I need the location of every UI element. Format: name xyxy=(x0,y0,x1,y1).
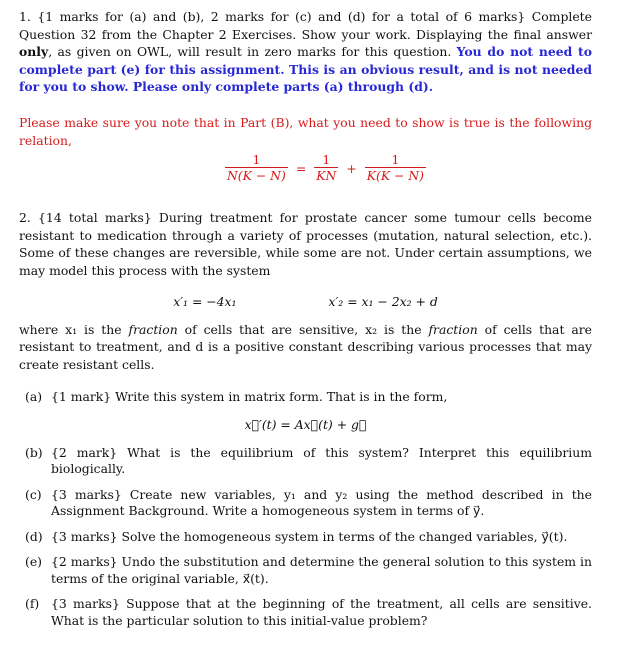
sub-question-text: {2 mark} What is the equilibrium of this system? Interpret this equilibrium biologically. xyxy=(51,444,592,477)
where-text-b: of cells that are sensitive, x₂ is the xyxy=(177,321,429,337)
lhs-denominator: N(K − N) xyxy=(226,168,286,184)
sub-question-d xyxy=(19,529,592,546)
variable-description xyxy=(19,321,592,374)
sub-question-b xyxy=(19,445,592,478)
lhs-numerator: 1 xyxy=(252,152,261,168)
question-1 xyxy=(19,8,592,96)
rhs2-numerator: 1 xyxy=(391,152,400,168)
where-text-a: where x₁ is the xyxy=(19,321,129,337)
sub-question-text: {3 marks} Create new variables, y₁ and y₂ using the method described in the Assignment Background. Write a homogeneous system in terms of y⃗. xyxy=(51,486,592,519)
question-2-intro xyxy=(19,209,592,279)
question-1-blue-note: You do not need to complete part (e) for this assignment. This is an obvious result, and is not needed for you to show. Please only complete parts (a) through (d). xyxy=(19,44,592,95)
plus-sign: + xyxy=(346,160,357,176)
ode-system xyxy=(19,294,592,309)
sub-question-text: {2 marks} Undo the substitution and determine the general solution to this system in terms of the original variable, x⃗(t). xyxy=(51,554,592,586)
sub-question-c xyxy=(19,487,592,520)
matrix-form-equation: x⃗′(t) = Ax⃗(t) + g⃗ xyxy=(244,416,367,432)
sub-question-label: (d) xyxy=(25,528,43,544)
sub-question-text: {3 marks} Solve the homogeneous system in terms of the changed variables, y⃗(t). xyxy=(51,528,568,544)
sub-questions xyxy=(19,389,592,629)
question-1-emphasis: only xyxy=(19,44,49,60)
where-text-c: of cells that are resistant to treatment, and d is a positive constant describing various processes that may create resistant cells. xyxy=(19,321,592,372)
assignment-page xyxy=(19,8,592,638)
question-2-number: 2. xyxy=(19,210,31,226)
ode-equation-2: x′₂ = x₁ − 2x₂ + d xyxy=(328,293,438,309)
rhs-fraction-2 xyxy=(365,153,426,183)
sub-question-label: (f) xyxy=(25,596,40,612)
rhs1-denominator: KN xyxy=(316,168,337,184)
question-1-text-b: , as given on OWL, will result in zero marks for this question. xyxy=(48,44,457,60)
red-note: Please make sure you note that in Part (B), what you need to show is true is the following relation, xyxy=(19,114,592,148)
ode-equation-1: x′₁ = −4x₁ xyxy=(173,293,237,309)
question-2-intro-text: {14 total marks} During treatment for prostate cancer some tumour cells become resistant to medication through a variety of processes (mutation, natural selection, etc.). Some of these changes are reversible, while some are not. Under certain assumptions, we may model this process with the system xyxy=(19,210,592,278)
sub-question-f xyxy=(19,596,592,629)
relation-equation xyxy=(59,153,592,183)
sub-question-text: {3 marks} Suppose that at the beginning of the treatment, all cells are sensitive. What is the particular solution to this initial-value problem? xyxy=(51,596,592,628)
where-fraction-2: fraction xyxy=(428,321,478,337)
where-fraction-1: fraction xyxy=(128,321,178,337)
question-1-number: 1. xyxy=(19,9,31,24)
sub-question-a xyxy=(19,389,592,406)
rhs1-numerator: 1 xyxy=(322,152,331,168)
question-1-text-a: {1 marks for (a) and (b), 2 marks for (c) and (d) for a total of 6 marks} Complete Question 32 from the Chapter 2 Exercises. Show your work. Displaying the final answer xyxy=(19,9,592,42)
rhs2-denominator: K(K − N) xyxy=(366,168,425,184)
sub-question-e xyxy=(19,554,592,587)
sub-question-label: (a) xyxy=(25,389,43,405)
sub-question-text: {1 mark} Write this system in matrix form. That is in the form, xyxy=(51,389,448,405)
sub-question-label: (e) xyxy=(25,554,43,570)
rhs-fraction-1 xyxy=(314,153,338,183)
lhs-fraction xyxy=(225,153,288,183)
sub-question-label: (b) xyxy=(25,444,43,460)
sub-question-label: (c) xyxy=(25,486,42,502)
equals-sign: = xyxy=(295,160,307,176)
